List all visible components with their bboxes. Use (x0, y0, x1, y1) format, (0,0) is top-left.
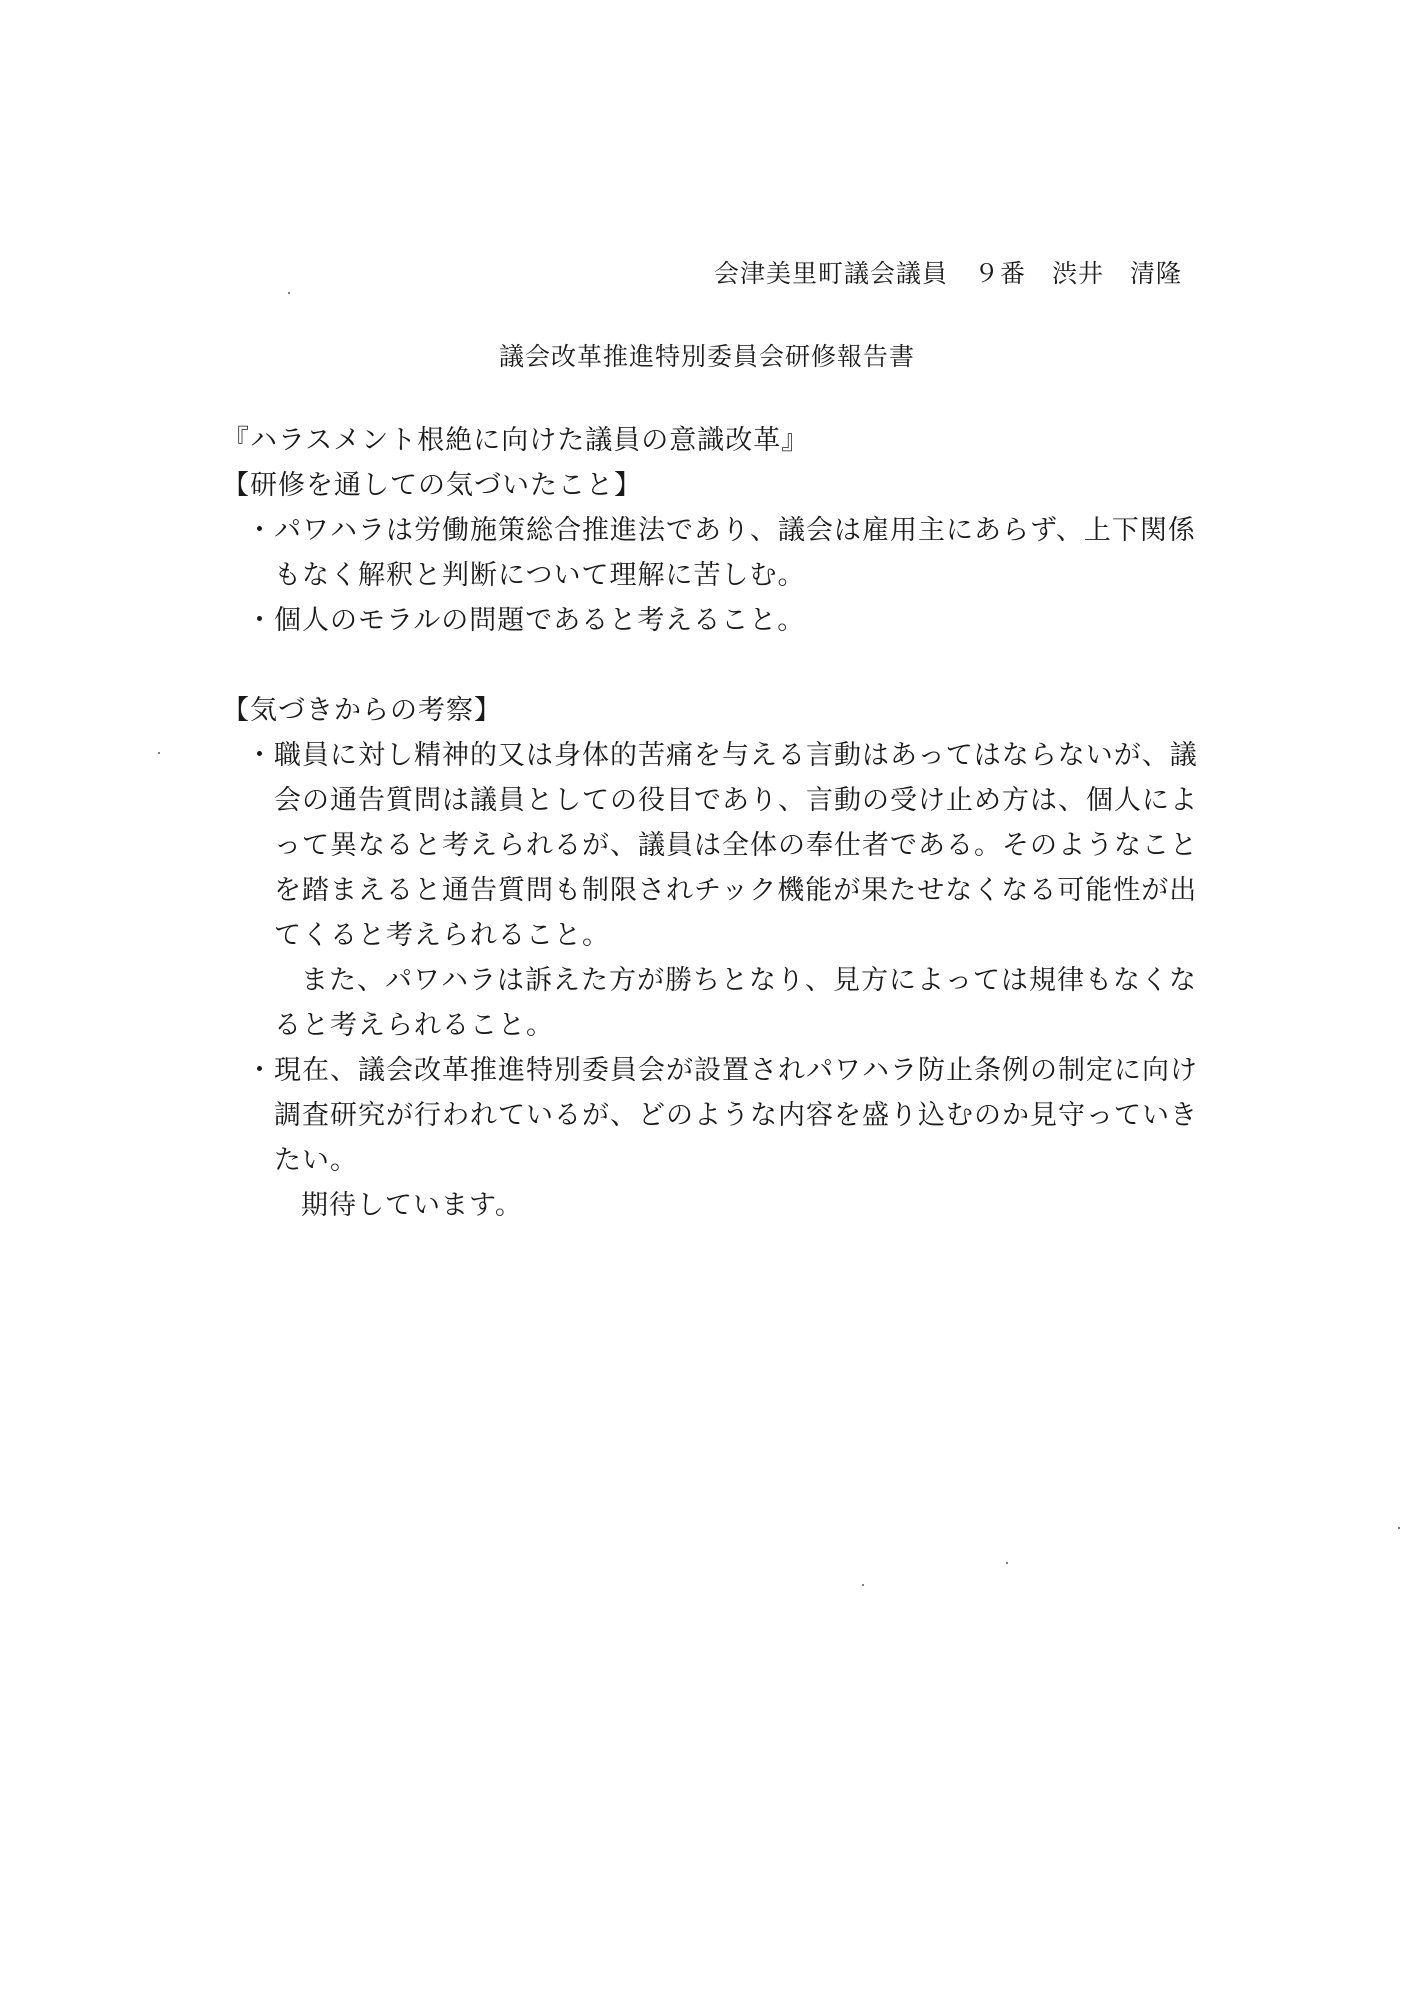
consideration-item-1-continued: また、パワハラは訴えた方が勝ちとなり、見方によっては規律もなくなると考えられること。 (274, 965, 1197, 1041)
document-title: 議会改革推進特別委員会研修報告書 (498, 342, 915, 371)
consideration-item-2: ・現在、議会改革推進特別委員会が設置されパワハラ防止条例の制定に向け調査研究が行われているが、どのような内容を盛り込むのか見守っていきたい。 (246, 1055, 1198, 1176)
consideration-item-2-continued: 期待しています。 (301, 1190, 523, 1221)
subject-line: 『ハラスメント根絶に向けた議員の意識改革』 (222, 425, 810, 456)
section-heading-consideration: 【気づきからの考察】 (222, 695, 502, 726)
observation-item-1: ・パワハラは労働施策総合推進法であり、議会は雇用主にあらず、上下関係もなく解釈と判断について理解に苦しむ。 (246, 515, 1196, 591)
scan-speck (862, 1584, 864, 1586)
section-spacer (222, 643, 1212, 688)
section-heading-observations: 【研修を通しての気づいたこと】 (222, 470, 642, 501)
scan-speck (1006, 1562, 1008, 1564)
observation-item-2: ・個人のモラルの問題であると考えること。 (246, 605, 806, 636)
author-line: 会津美里町議会議員 ９番 渋井 清隆 (713, 259, 1182, 288)
consideration-item-1: ・職員に対し精神的又は身体的苦痛を与える言動はあってはならないが、議会の通告質問は議員としての役目であり、言動の受け止め方は、個人によって異なると考えられるが、議員は全体の奉仕者である。そのようなことを踏まえると通告質問も制限されチック機能が果たせなくなる可能性が出てくると考えられること。 (246, 740, 1198, 951)
document-body (222, 418, 1212, 1228)
scan-speck (1398, 1527, 1400, 1529)
scan-speck (158, 752, 160, 754)
scan-speck (288, 292, 290, 294)
